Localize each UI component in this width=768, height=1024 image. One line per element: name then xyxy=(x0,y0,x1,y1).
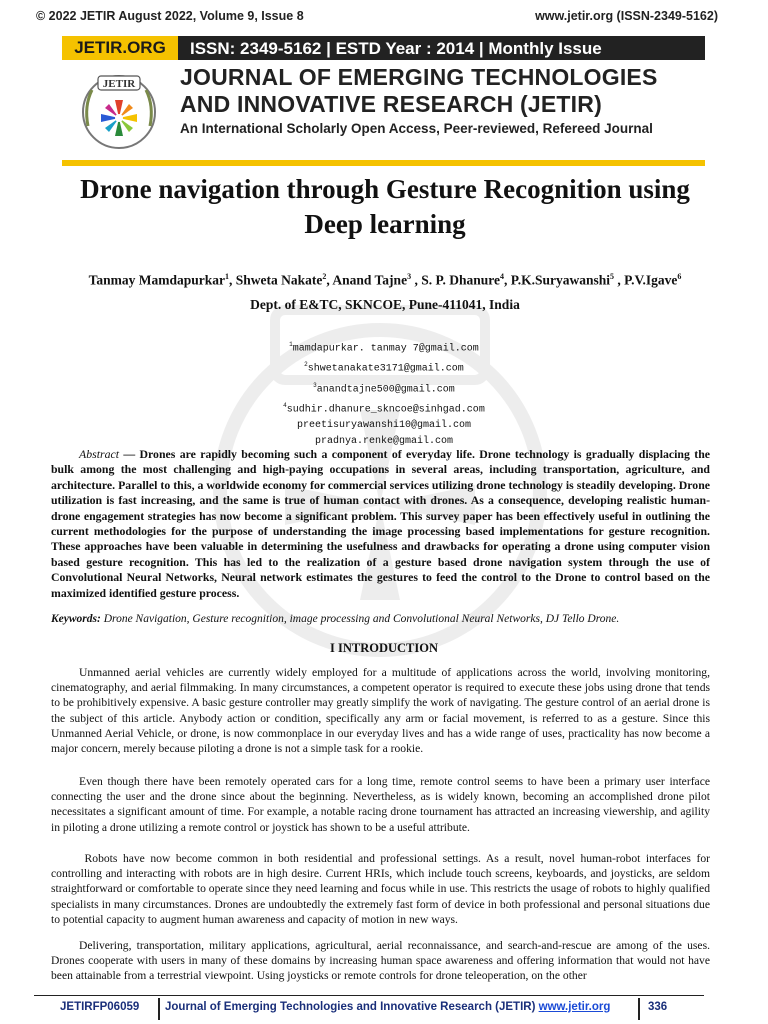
footer-page-number: 336 xyxy=(648,1001,668,1013)
keywords xyxy=(51,613,731,625)
author-name: S. P. Dhanure xyxy=(421,272,500,288)
email-item[interactable]: $^4$sudhir.dhanure_skncoe@sinhgad.com xyxy=(283,401,485,416)
footer-paper-id: JETIRFP06059 xyxy=(60,1001,140,1013)
body-paragraph: Delivering, transportation, military applications, agricultural, aerial reconnaissance, and search-and-rescue are among of the uses. Drones cooperate with users in many of these domains by increasing human space awareness and offering information that would not have been attainable from a terrestrial viewpoint. Using joysticks or remote controls for drone teleoperation, on the other xyxy=(51,939,710,983)
body-paragraph: Unmanned aerial vehicles are currently widely employed for a multitude of applications across the world, involving monitoring, cinematography, and aerial filmmaking. In many circumstances, a competent operator is required to execute these jobs using drone that tends to be prohibitively expensive. A basic gesture controller may greatly simplify the work of navigating. The gesture control of an aerial drone is the subject of this article. Anybody action or condition, specifically any arm or facial movement, is referred to as a gesture. Since this Unmanned Aerial Vehicle, or drone, is now commonplace in our everyday lives and has a wide range of uses, practicality has now become a major concern, merely because piloting a drone is not a simple task for a rookie. xyxy=(51,666,710,756)
page-footer xyxy=(34,995,704,1024)
logo-text: JETIR xyxy=(102,78,136,90)
header-website: www.jetir.org (ISSN-2349-5162) xyxy=(535,9,718,23)
abstract-text: — Drones are rapidly becoming such a component of everyday life. Drone technology is gradually displacing the bulk among the most challenging and high-paying occupations in several areas, including transportation, agriculture, and architecture. Parallel to this, a worldwide economy for commercial services utilizing drone technology is steadily developing. Drone utilization is fast increasing, and the same is true of human contact with drones. As a consequence, developing realistic human-drone engagement strategies has now become a significant problem. This survey paper has been effectively useful in outlining the current methodologies for the purpose of understanding the image processing based implementations for gesture recognition. These approaches have been valuable in determining the usefulness and drawbacks for operating a drone using computer vision based gesture recognition. This has led to the realization of a gesture based drone navigation system through the use of Convolutional Neural Networks, Neural network estimates the gestures to feed the control to the Drone to control based on the maximized identified gesture process. xyxy=(51,447,710,600)
author-name: Tanmay Mamdapurkar xyxy=(88,272,225,288)
email-item[interactable]: $^1$mamdapurkar. tanmay 7@gmail.com xyxy=(289,341,479,355)
author-list: Tanmay Mamdapurkar$^1$, Shweta Nakate$^2$, Anand Tajne$^3$ , S. P. Dhanure$^4$, P.K.Suryawanshi$^5$ , P.V.Igave$^6$ xyxy=(88,272,682,288)
body-paragraph: Even though there have been remotely operated cars for a long time, remote control seems to have been a primary user interface connecting the user and the drone since about the beginning. Nevertheless, as is widely known, becoming an accomplished drone pilot necessitates a significant amount of time. For example, a notable racing drone tournament has attracted an increasing viewership, and agility in piloting a drone utilizing a remote control or joystick has shown to be a useful attribute. xyxy=(51,775,710,834)
jetir-badge: JETIR.ORG xyxy=(62,36,178,60)
keywords-text: Drone Navigation, Gesture recognition, image processing and Convolutional Neural Networks, DJ Tello Drone. xyxy=(100,613,620,625)
keywords-label: Keywords: xyxy=(51,613,101,625)
footer-link[interactable]: www.jetir.org xyxy=(538,1001,611,1013)
header-copyright: © 2022 JETIR August 2022, Volume 9, Issue 8 xyxy=(36,9,304,23)
email-item[interactable]: $^3$anandtajne500@gmail.com xyxy=(313,381,455,395)
email-item[interactable]: preetisuryawanshi10@gmail.com xyxy=(296,420,472,432)
author-affiliation-mark: 5 xyxy=(610,272,615,281)
author-name: P.V.Igave xyxy=(624,272,678,288)
author-affiliation-mark: 2 xyxy=(322,272,327,281)
journal-tagline: An International Scholarly Open Access, Peer-reviewed, Refereed Journal xyxy=(180,121,653,136)
affiliation: Dept. of E&TC, SKNCOE, Pune-411041, India xyxy=(250,297,520,312)
author-affiliation-mark: 6 xyxy=(677,272,682,281)
footer-divider xyxy=(158,998,160,1020)
paper-title: Drone navigation through Gesture Recognition using Deep learning xyxy=(80,174,690,239)
email-item[interactable]: pradnya.renke@gmail.com xyxy=(314,436,454,448)
abstract xyxy=(51,447,710,601)
section-heading: I INTRODUCTION xyxy=(329,641,438,655)
author-name: P.K.Suryawanshi xyxy=(510,272,611,288)
running-header xyxy=(0,0,768,34)
author-affiliation-mark: 4 xyxy=(499,272,504,281)
footer-journal: Journal of Emerging Technologies and Innovative Research (JETIR) www.jetir.org xyxy=(165,1001,611,1013)
author-affiliation-mark: 1 xyxy=(225,272,229,281)
journal-name: JOURNAL OF EMERGING TECHNOLOGIES AND INNOVATIVE RESEARCH (JETIR) xyxy=(180,64,658,117)
body-paragraph: Robots have now become common in both residential and professional settings. As a result, novel human-robot interfaces for controlling and interacting with robots are in high desire. Current HRIs, which include touch screens, keyboards, and joysticks, are seldom straightforward or comfortable to operate since they need learning and focus while in use. This restricts the usage of robots to highly qualified specialists in many circumstances. Drones are undoubtedly the extremely fast form of device in both professional and personal situations due to potential capacity to augment human awareness and capacity of motion in new ways. xyxy=(51,852,710,926)
issn-line: ISSN: 2349-5162 | ESTD Year : 2014 | Monthly Issue xyxy=(190,39,602,58)
author-affiliation-mark: 3 xyxy=(407,272,412,281)
banner-bottom-rule xyxy=(62,160,705,166)
journal-banner xyxy=(62,36,705,168)
jetir-logo-icon xyxy=(76,66,162,152)
abstract-label: Abstract xyxy=(79,447,119,461)
author-name: Shweta Nakate xyxy=(235,272,323,288)
footer-divider xyxy=(638,998,640,1020)
email-item[interactable]: $^2$shwetanakate3171@gmail.com xyxy=(304,361,464,375)
author-name: Anand Tajne xyxy=(332,272,408,288)
email-list xyxy=(234,337,534,450)
